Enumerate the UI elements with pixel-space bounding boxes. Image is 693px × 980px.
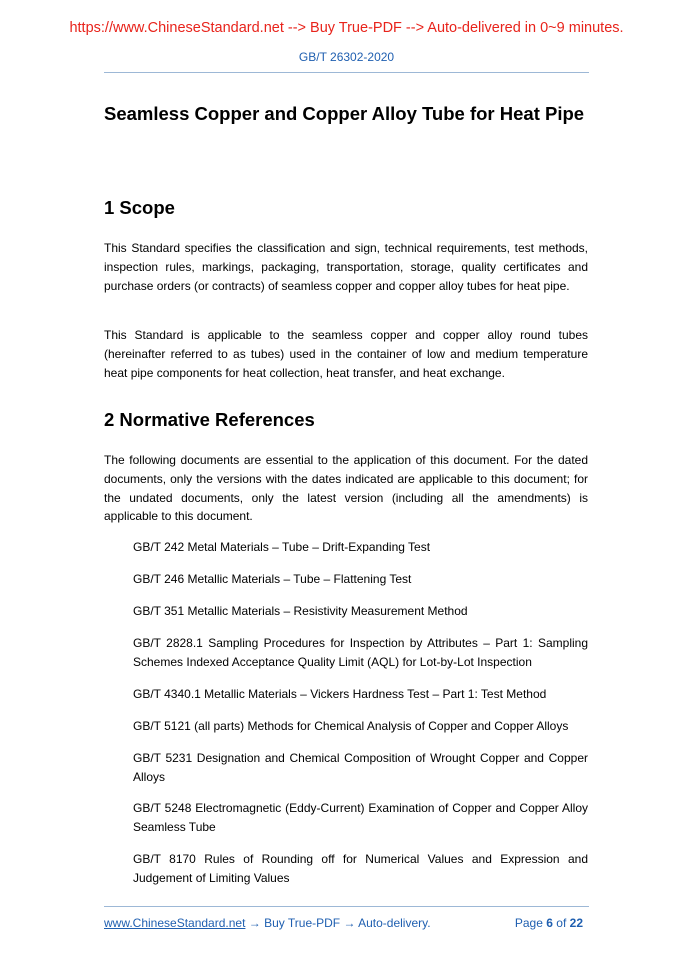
reference-item: GB/T 246 Metallic Materials – Tube – Flattening Test: [133, 572, 412, 586]
reference-item: GB/T 5231 Designation and Chemical Composition of Wrought Copper and Copper Alloys: [133, 751, 588, 784]
page-indicator: [515, 916, 583, 930]
footer-site-link[interactable]: www.ChineseStandard.net: [104, 916, 246, 930]
reference-item: GB/T 4340.1 Metallic Materials – Vickers Hardness Test – Part 1: Test Method: [133, 687, 547, 701]
document-title: Seamless Copper and Copper Alloy Tube for Heat Pipe: [104, 103, 585, 124]
reference-item: GB/T 351 Metallic Materials – Resistivity Measurement Method: [133, 604, 468, 618]
reference-item: GB/T 2828.1 Sampling Procedures for Inspection by Attributes – Part 1: Sampling Schemes Indexed Acceptance Quality Limit (AQL) for Lot-by-Lot Inspection: [133, 636, 588, 669]
scope-paragraph-1: This Standard specifies the classification and sign, technical requirements, test methods, inspection rules, markings, packaging, transportation, storage, quality certificates and purchase orders (or contracts) of seamless copper and copper alloy tubes for heat pipe.: [104, 241, 588, 293]
standard-number: GB/T 26302-2020: [298, 50, 395, 64]
reference-item: GB/T 242 Metal Materials – Tube – Drift-Expanding Test: [133, 540, 431, 554]
page-of: of: [556, 916, 567, 930]
footer-tagline: → Buy True-PDF → Auto-delivery.: [245, 916, 431, 930]
page-footer: [104, 916, 589, 932]
reference-item: GB/T 5121 (all parts) Methods for Chemical Analysis of Copper and Copper Alloys: [133, 719, 569, 733]
scope-paragraph-2: This Standard is applicable to the seamless copper and copper alloy round tubes (hereinafter referred to as tubes) used in the container of low and medium temperature heat pipe components for heat collection, heat transfer, and heat exchange.: [104, 328, 588, 380]
page-current: 6: [546, 916, 553, 930]
section-heading-normative-references: 2 Normative References: [104, 409, 315, 430]
references-intro-paragraph: The following documents are essential to the application of this document. For the dated documents, only the versions with the dates indicated are applicable to this document; for the undated documents, only the latest version (including all the amendments) is applicable to this document.: [104, 453, 588, 524]
page-label: Page: [514, 916, 543, 930]
reference-item: GB/T 8170 Rules of Rounding off for Numerical Values and Expression and Judgement of Limiting Values: [133, 852, 588, 885]
reference-item: GB/T 5248 Electromagnetic (Eddy-Current) Examination of Copper and Copper Alloy Seamless Tube: [133, 801, 588, 834]
header-divider: [104, 72, 589, 73]
section-heading-scope: 1 Scope: [104, 197, 175, 218]
top-banner-link[interactable]: https://www.ChineseStandard.net --> Buy True-PDF --> Auto-delivered in 0~9 minutes.: [69, 20, 624, 36]
footer-divider: [104, 906, 589, 907]
page-total: 22: [569, 916, 583, 930]
